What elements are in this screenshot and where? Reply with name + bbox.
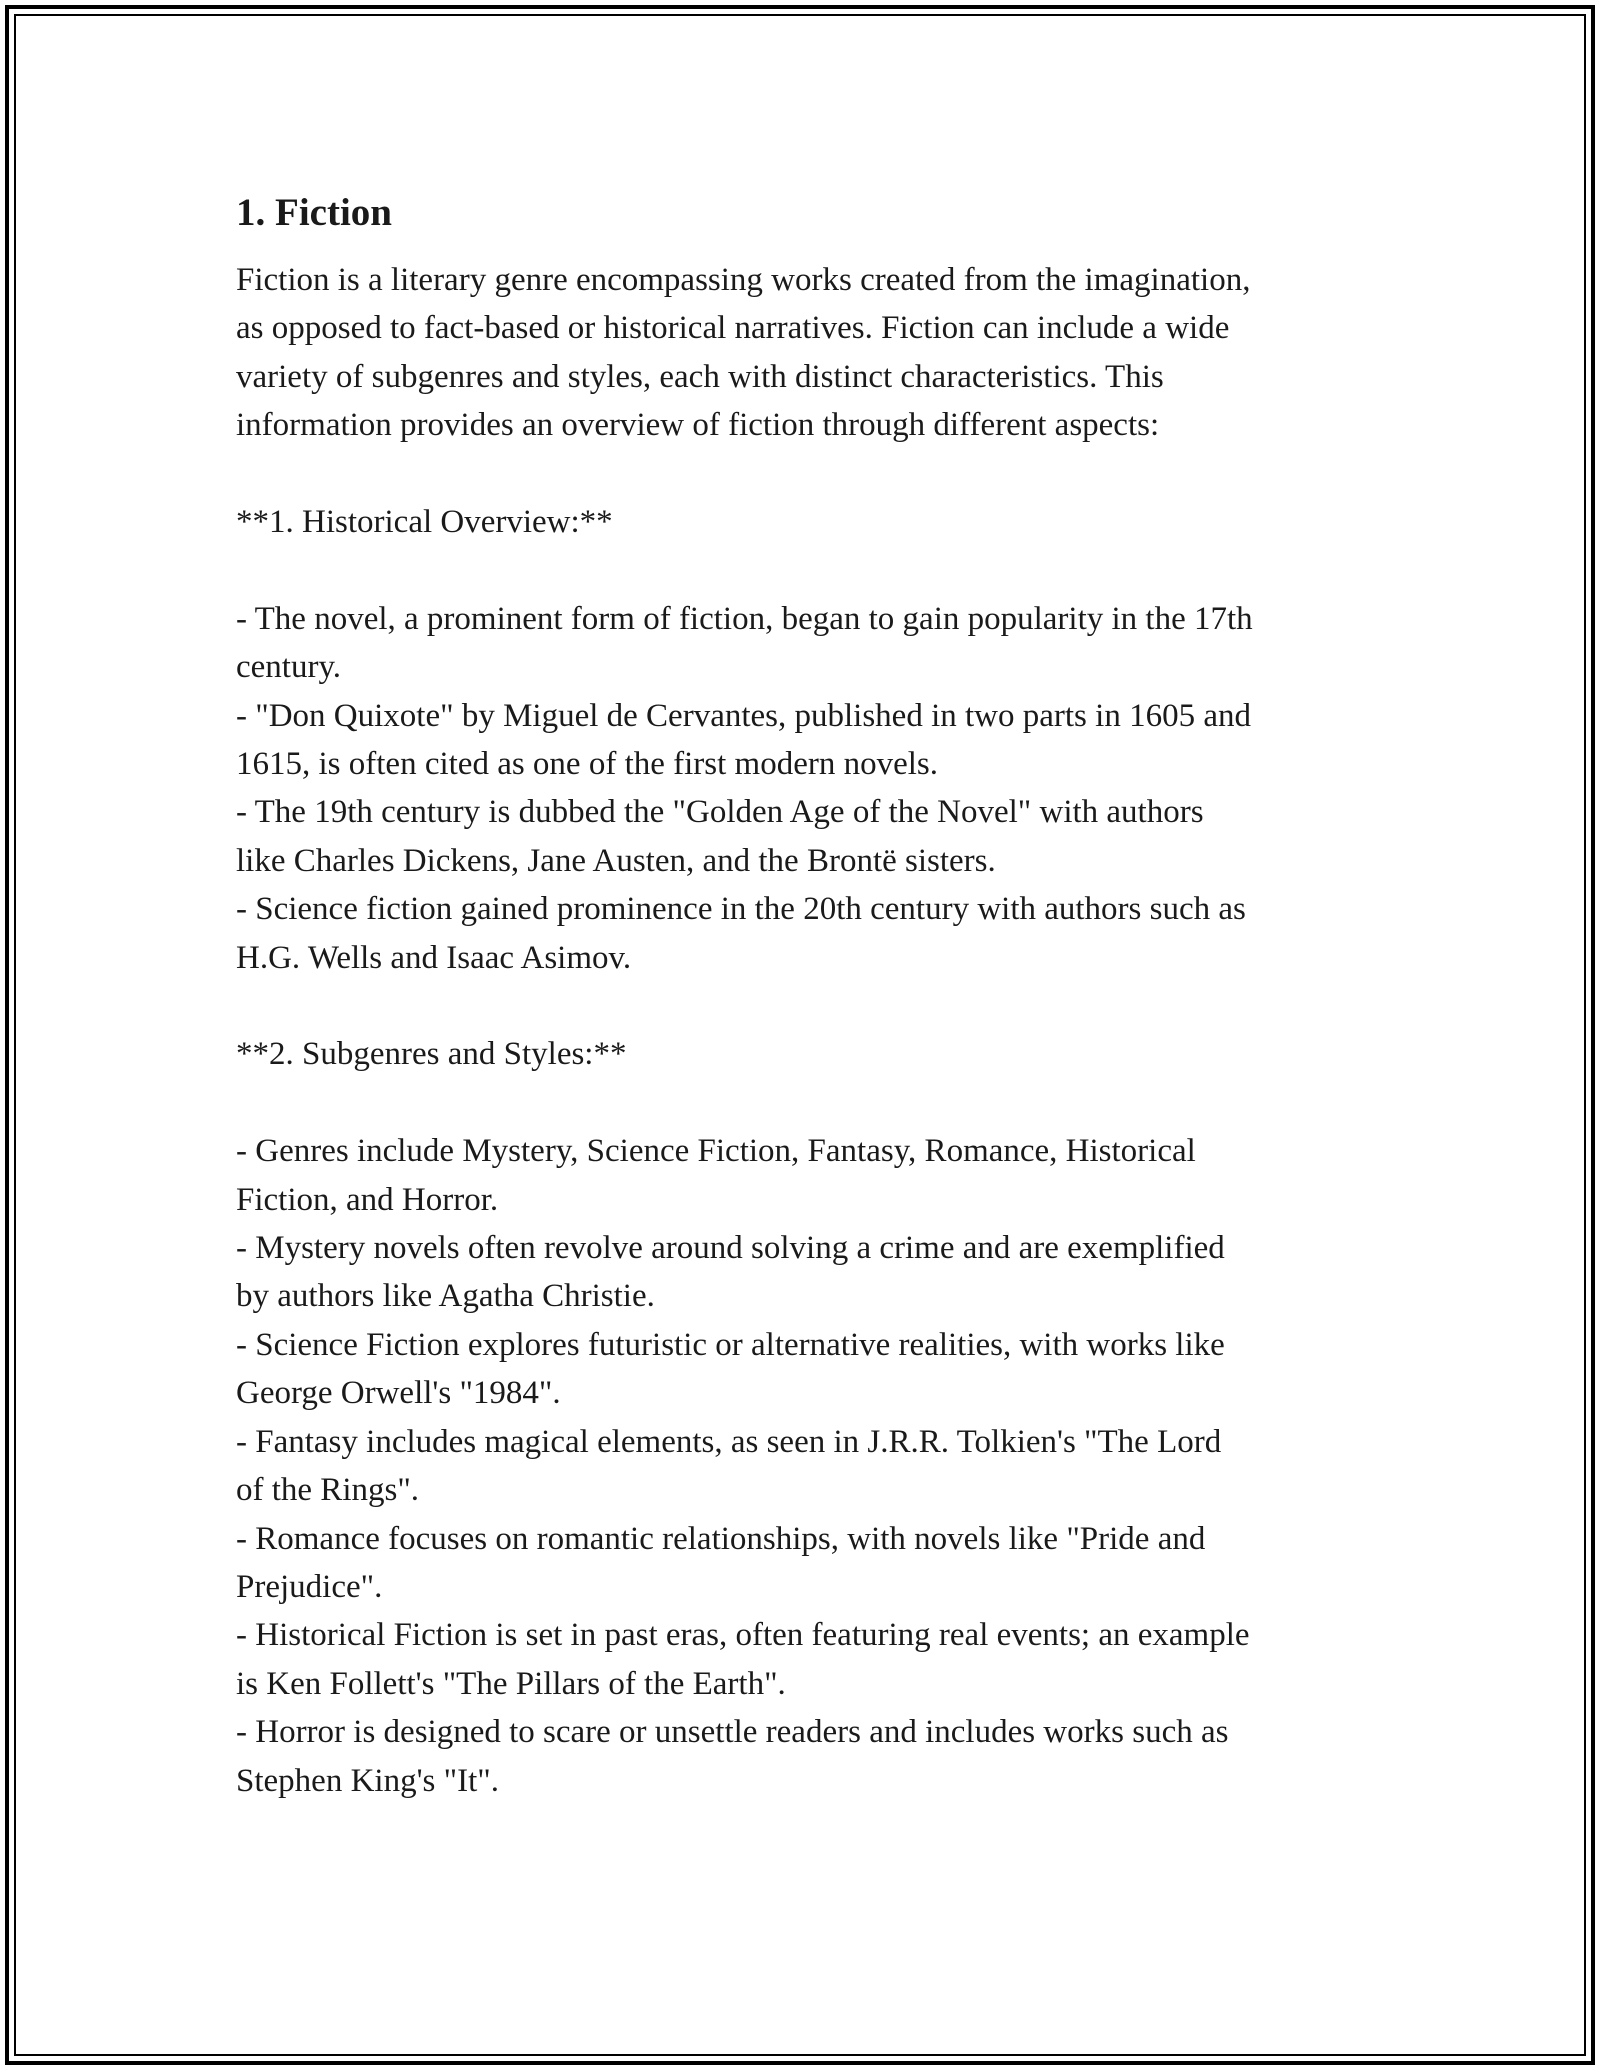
section-line: - Science fiction gained prominence in the 20th century with authors such as	[236, 891, 1246, 928]
intro-line: information provides an overview of fiction through different aspects:	[236, 407, 1160, 444]
section-line: - Fantasy includes magical elements, as seen in J.R.R. Tolkien's "The Lord	[236, 1423, 1222, 1460]
section-line: - The 19th century is dubbed the "Golden Age of the Novel" with authors	[236, 794, 1204, 831]
section-line: - Horror is designed to scare or unsettle readers and includes works such as	[236, 1714, 1229, 1751]
section-line: H.G. Wells and Isaac Asimov.	[236, 939, 632, 976]
section-line: - The novel, a prominent form of fiction, began to gain popularity in the 17th	[236, 600, 1253, 637]
section-line: is Ken Follett's "The Pillars of the Earth".	[236, 1665, 786, 1702]
blank-line	[236, 450, 1376, 498]
section-line: 1615, is often cited as one of the first modern novels.	[236, 746, 939, 783]
section-line: Fiction, and Horror.	[236, 1181, 499, 1218]
section-line: - Science Fiction explores futuristic or alternative realities, with works like	[236, 1326, 1225, 1363]
intro-line: as opposed to fact-based or historical narratives. Fiction can include a wide	[236, 310, 1230, 347]
section-line: - Romance focuses on romantic relationships, with novels like "Pride and	[236, 1520, 1206, 1557]
section-line: George Orwell's "1984".	[236, 1375, 561, 1412]
intro-paragraph	[236, 256, 1376, 450]
section-line: - Genres include Mystery, Science Fiction, Fantasy, Romance, Historical	[236, 1133, 1196, 1170]
section-line: century.	[236, 649, 342, 686]
page-title: 1. Fiction	[236, 191, 392, 234]
section-line: - Historical Fiction is set in past eras, often featuring real events; an example	[236, 1617, 1250, 1654]
section-heading: **1. Historical Overview:**	[236, 504, 613, 541]
section-historical-overview	[236, 498, 1376, 982]
document-body	[236, 186, 1376, 1805]
section-line: Stephen King's "It".	[236, 1762, 499, 1799]
intro-line: variety of subgenres and styles, each with distinct characteristics. This	[236, 358, 1164, 395]
section-line: Prejudice".	[236, 1568, 383, 1605]
section-subgenres-styles	[236, 1030, 1376, 1804]
blank-line	[236, 1079, 1376, 1127]
intro-line: Fiction is a literary genre encompassing works created from the imagination,	[236, 262, 1251, 298]
section-line: by authors like Agatha Christie.	[236, 1278, 655, 1315]
section-line: - Mystery novels often revolve around solving a crime and are exemplified	[236, 1230, 1225, 1267]
section-heading: **2. Subgenres and Styles:**	[236, 1036, 627, 1073]
section-line: of the Rings".	[236, 1472, 420, 1509]
section-line: like Charles Dickens, Jane Austen, and the Brontë sisters.	[236, 842, 996, 879]
section-line: - "Don Quixote" by Miguel de Cervantes, published in two parts in 1605 and	[236, 697, 1251, 734]
blank-line	[236, 982, 1376, 1030]
blank-line	[236, 546, 1376, 594]
